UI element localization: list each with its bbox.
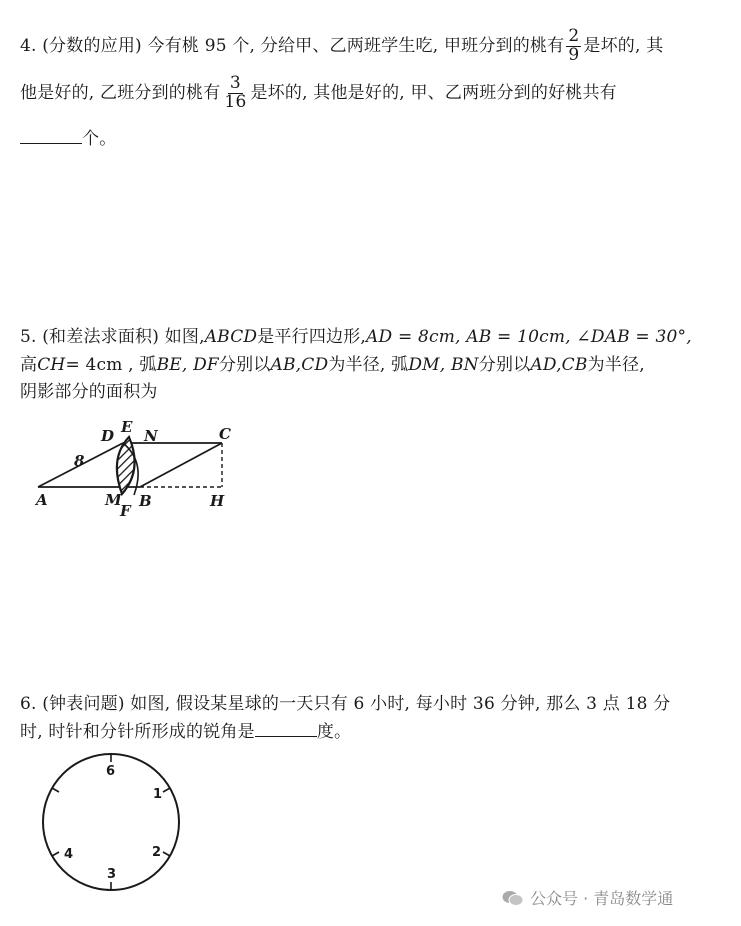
q6-line-1: 6. (钟表问题) 如图, 假设某星球的一天只有 6 小时, 每小时 36 分钟, 那么 3 点 18 分 (20, 694, 671, 714)
label-E: E (121, 418, 133, 436)
tick-5 (52, 788, 59, 792)
label-M: M (105, 491, 122, 509)
q6-line-2: 时, 时针和分针所形成的锐角是 度。 (20, 722, 352, 742)
clock-numeral-4: 4 (64, 847, 74, 862)
label-A: A (36, 491, 48, 509)
q4-fraction-2-9: $\frac{2}{9}$ (568, 26, 580, 65)
q5-line-3: 阴影部分的面积为 (20, 382, 158, 402)
q4-fraction-3-16: $\frac{3}{16}$ (224, 73, 247, 112)
q4-text-2a: 他是好的, 乙班分到的桃有 (20, 82, 221, 103)
q5-line-2: 高CH= 4cm , 弧BE, DF分别以AB,CD为半径, 弧DM, BN分别以AD,CB为半径, (20, 355, 645, 375)
clock-numeral-1: 1 (153, 787, 163, 802)
label-D: D (101, 427, 115, 445)
label-side-8: 8 (74, 452, 85, 470)
q4-text-1b: 是坏的, 其 (583, 35, 664, 56)
label-H: H (210, 492, 225, 510)
watermark-text: 公众号 · 青岛数学通 (530, 889, 674, 908)
clock-numeral-3: 3 (107, 867, 117, 882)
tick-1 (163, 788, 170, 792)
q4-text-1a: 4. (分数的应用) 今有桃 95 个, 分给甲、乙两班学生吃, 甲班分到的桃有 (20, 35, 565, 56)
tick-2 (163, 852, 170, 856)
label-B: B (139, 492, 152, 510)
clock-numeral-6: 6 (106, 764, 116, 779)
q4-unit: 个。 (82, 129, 117, 149)
label-C: C (219, 425, 231, 443)
label-N: N (144, 427, 158, 445)
tick-4 (52, 852, 59, 856)
label-F: F (120, 502, 131, 520)
q5-line-1: 5. (和差法求面积) 如图,ABCD是平行四边形,AD = 8cm, AB = 10cm, ∠DAB = 30°, (20, 327, 692, 347)
watermark (502, 886, 673, 909)
q4-text-2b: 是坏的, 其他是好的, 甲、乙两班分到的好桃共有 (250, 82, 617, 103)
wechat-icon (502, 889, 524, 907)
clock-numeral-2: 2 (152, 845, 162, 860)
